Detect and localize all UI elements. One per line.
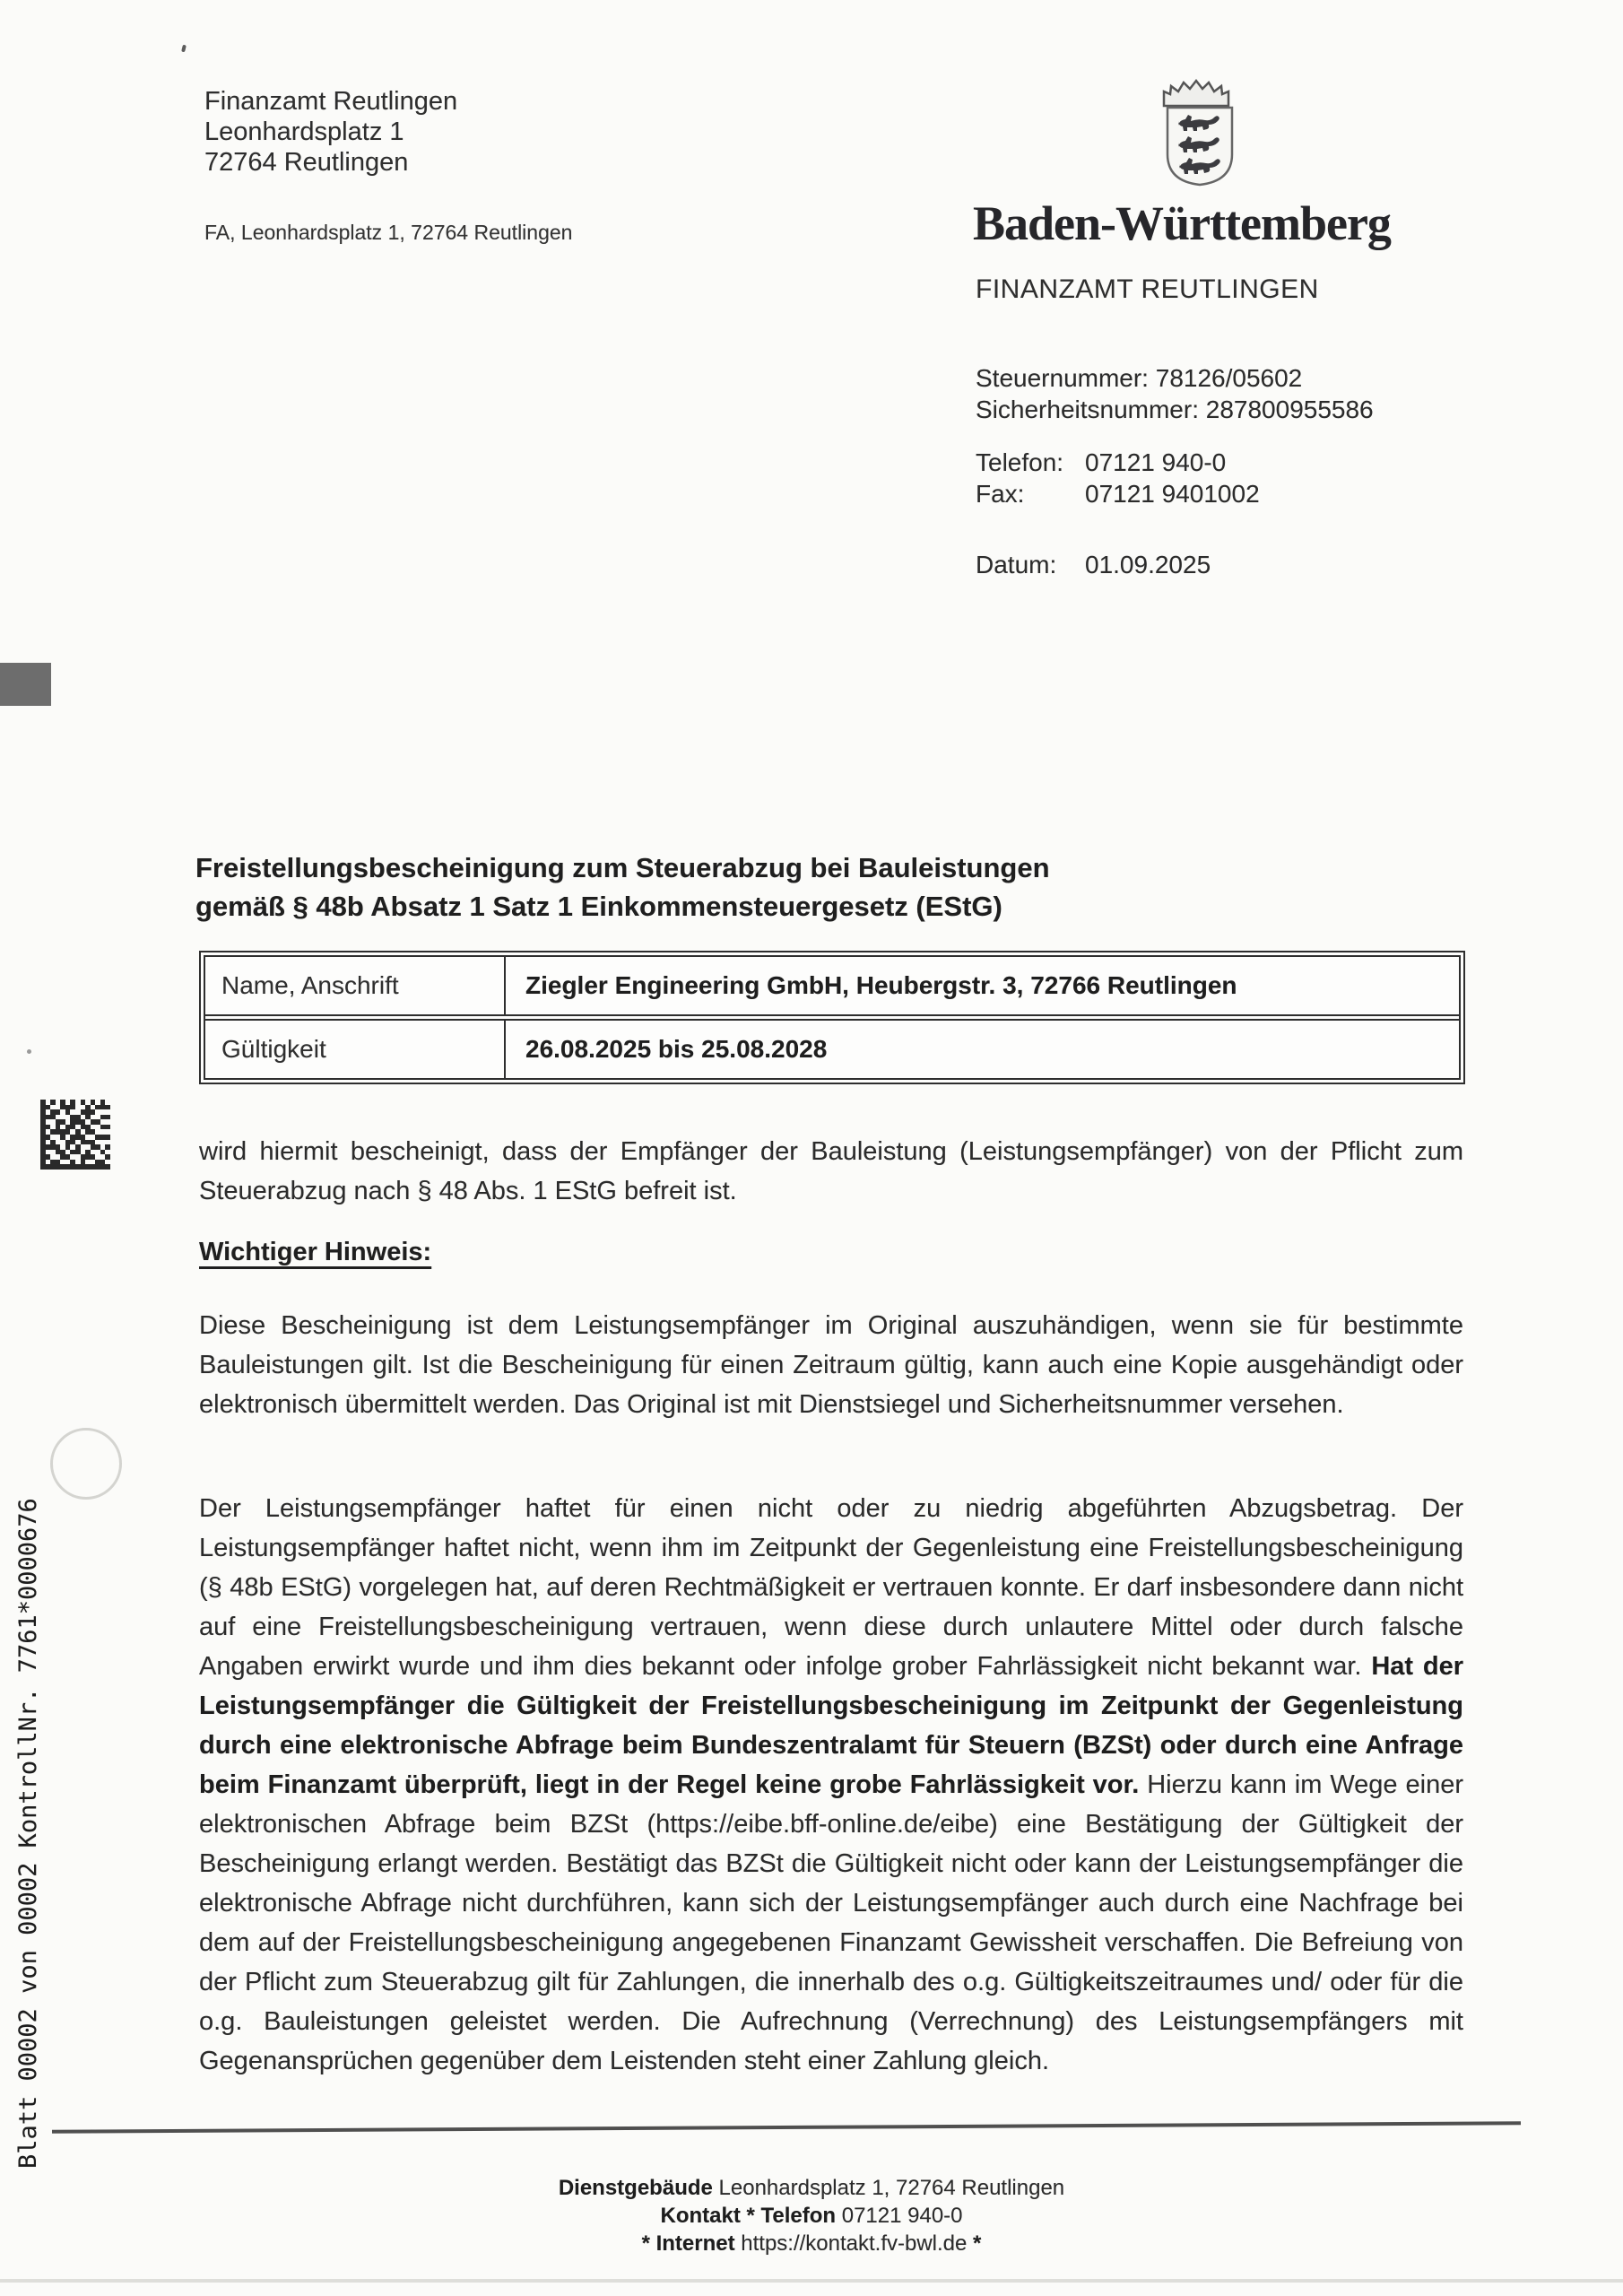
crown-shape bbox=[1164, 81, 1228, 106]
table-row bbox=[205, 1014, 1459, 1078]
telefon-label: Telefon: bbox=[976, 448, 1064, 476]
table-row bbox=[205, 957, 1459, 1014]
certificate-table bbox=[199, 951, 1465, 1084]
sender-line: Leonhardsplatz 1 bbox=[204, 117, 404, 146]
document-title bbox=[195, 848, 1361, 926]
footer-divider bbox=[52, 2121, 1521, 2133]
footer-label: Kontakt * Telefon bbox=[660, 2204, 837, 2228]
scanner-edge-streak bbox=[0, 2279, 1623, 2283]
return-address-line: FA, Leonhardsplatz 1, 72764 Reutlingen bbox=[204, 221, 573, 244]
telefon-value: 07121 940-0 bbox=[1085, 448, 1227, 476]
footer-line-internet bbox=[229, 2230, 1394, 2257]
baden-wuerttemberg-coat-of-arms-icon bbox=[1150, 77, 1250, 188]
footer-line-dienstgebaeude bbox=[229, 2174, 1394, 2202]
sender-address-block bbox=[204, 86, 457, 178]
footer-text: https://kontakt.fv-bwl.de bbox=[734, 2231, 968, 2256]
document-title-line2: gemäß § 48b Absatz 1 Satz 1 Einkommensteuergesetz (EStG) bbox=[195, 891, 1002, 922]
barcode-module bbox=[105, 1164, 110, 1170]
table-row-value: 26.08.2025 bis 25.08.2028 bbox=[525, 1035, 828, 1063]
certification-paragraph: wird hiermit bescheinigt, dass der Empfänger der Bauleistung (Leistungsempfänger) von der Pflicht zum Steuerabzug nach § 48 Abs. 1 EStG befreit ist. bbox=[199, 1137, 1463, 1205]
footer-suffix: * bbox=[967, 2231, 982, 2256]
notice-paragraph-1: Diese Bescheinigung ist dem Leistungsempfänger im Original auszuhändigen, wenn sie für bestimmte Bauleistungen gilt. Ist die Bescheinigung für einen Zeitraum gültig, kann auch eine Kopie ausgehändigt oder elektronisch übermittelt werden. Das Original ist mit Dienstsiegel und Sicherheitsnummer versehen. bbox=[199, 1311, 1463, 1419]
fax-label: Fax: bbox=[976, 480, 1025, 508]
notice-heading: Wichtiger Hinweis: bbox=[199, 1238, 432, 1266]
paragraph-run-bold: Hat der Leistungsempfänger die Gültigkeit der Freistellungsbescheinigung im Zeitpunkt der Gegenleistung durch eine elektronische Abfrage beim Bundeszentralamt für Steuern (BZSt) oder durch eine Anfrage beim Finanzamt überprüft, liegt in der Regel keine grobe Fahrlässigkeit vor. bbox=[199, 1652, 1463, 1799]
sicherheitsnummer-value: 287800955586 bbox=[1205, 396, 1374, 423]
contact-block bbox=[976, 447, 1260, 509]
datum-value: 01.09.2025 bbox=[1085, 551, 1211, 578]
table-row-label: Name, Anschrift bbox=[205, 957, 506, 1014]
steuernummer-line bbox=[976, 362, 1374, 394]
paragraph-run-normal: Hierzu kann im Wege einer elektronischen Abfrage beim BZSt (https://eibe.bff-online.de/eibe) eine Bestätigung der Gültigkeit der Bescheinigung erlangt werden. Bestätigt das BZSt die Gültigkeit nicht oder kann der Leistungsempfänger die elektronische Abfrage nicht durchführen, kann sich der Leistungsempfänger auch durch eine Nachfrage bei dem auf der Freistellungsbescheinigung angegebenen Finanzamt Gewissheit verschaffen. Die Befreiung von der Pflicht zum Steuerabzug gilt für Zahlungen, die innerhalb des o.g. Gültigkeitszeitraumes und/ oder für die o.g. Bauleistungen geleistet werden. Die Aufrechnung (Verrechnung) des Leistungsempfängers mit Gegenansprüchen gegenüber dem Leistenden steht einer Zahlung gleich. bbox=[199, 1770, 1463, 2075]
footer-block bbox=[229, 2174, 1394, 2257]
scan-speck bbox=[181, 45, 187, 53]
steuernummer-value: 78126/05602 bbox=[1155, 364, 1303, 392]
date-block bbox=[976, 549, 1211, 580]
punch-hole-mark bbox=[50, 1428, 122, 1500]
sicherheitsnummer-label: Sicherheitsnummer: bbox=[976, 396, 1199, 423]
datum-label: Datum: bbox=[976, 551, 1057, 578]
sicherheitsnummer-line bbox=[976, 394, 1374, 425]
state-wordmark: Baden-Württemberg bbox=[973, 196, 1391, 250]
scan-speck bbox=[27, 1049, 31, 1054]
footer-label: Dienstgebäude bbox=[558, 2176, 713, 2200]
sheet-control-number: Blatt 00002 von 00002 KontrollNr. 7761*0000676 bbox=[14, 1498, 42, 2169]
footer-line-kontakt bbox=[229, 2202, 1394, 2230]
sender-line: 72764 Reutlingen bbox=[204, 148, 409, 177]
notice-paragraph-2 bbox=[199, 1489, 1463, 2081]
paragraph-run-normal: Der Leistungsempfänger haftet für einen nicht oder zu niedrig abgeführten Abzugsbetrag. Der Leistungsempfänger haftet nicht, wenn ihm im Zeitpunkt der Gegenleistung eine Freistellungsbescheinigung (§ 48b EStG) vorgelegen hat, auf deren Rechtmäßigkeit er vertrauen konnte. Er darf insbesondere dann nicht auf eine Freistellungsbescheinigung vertrauen, wenn diese durch unlautere Mittel oder durch falsche Angaben erwirkt wurde und ihm dies bekannt oder infolge grober Fahrlässigkeit nicht bekannt war. bbox=[199, 1494, 1463, 1681]
table-row-value: Ziegler Engineering GmbH, Heubergstr. 3, 72766 Reutlingen bbox=[525, 971, 1237, 999]
tax-numbers-block bbox=[976, 362, 1374, 425]
datamatrix-barcode bbox=[40, 1100, 110, 1170]
fax-value: 07121 9401002 bbox=[1085, 480, 1260, 508]
steuernummer-label: Steuernummer: bbox=[976, 364, 1149, 392]
footer-label: * Internet bbox=[641, 2231, 735, 2256]
footer-text: Leonhardsplatz 1, 72764 Reutlingen bbox=[712, 2176, 1065, 2200]
footer-text: 07121 940-0 bbox=[836, 2204, 963, 2228]
fold-mark-square bbox=[0, 663, 51, 706]
office-name: FINANZAMT REUTLINGEN bbox=[976, 274, 1319, 304]
document-title-line1: Freistellungsbescheinigung zum Steuerabzug bei Bauleistungen bbox=[195, 852, 1050, 883]
sender-line: Finanzamt Reutlingen bbox=[204, 87, 458, 116]
table-row-label: Gültigkeit bbox=[205, 1021, 506, 1078]
